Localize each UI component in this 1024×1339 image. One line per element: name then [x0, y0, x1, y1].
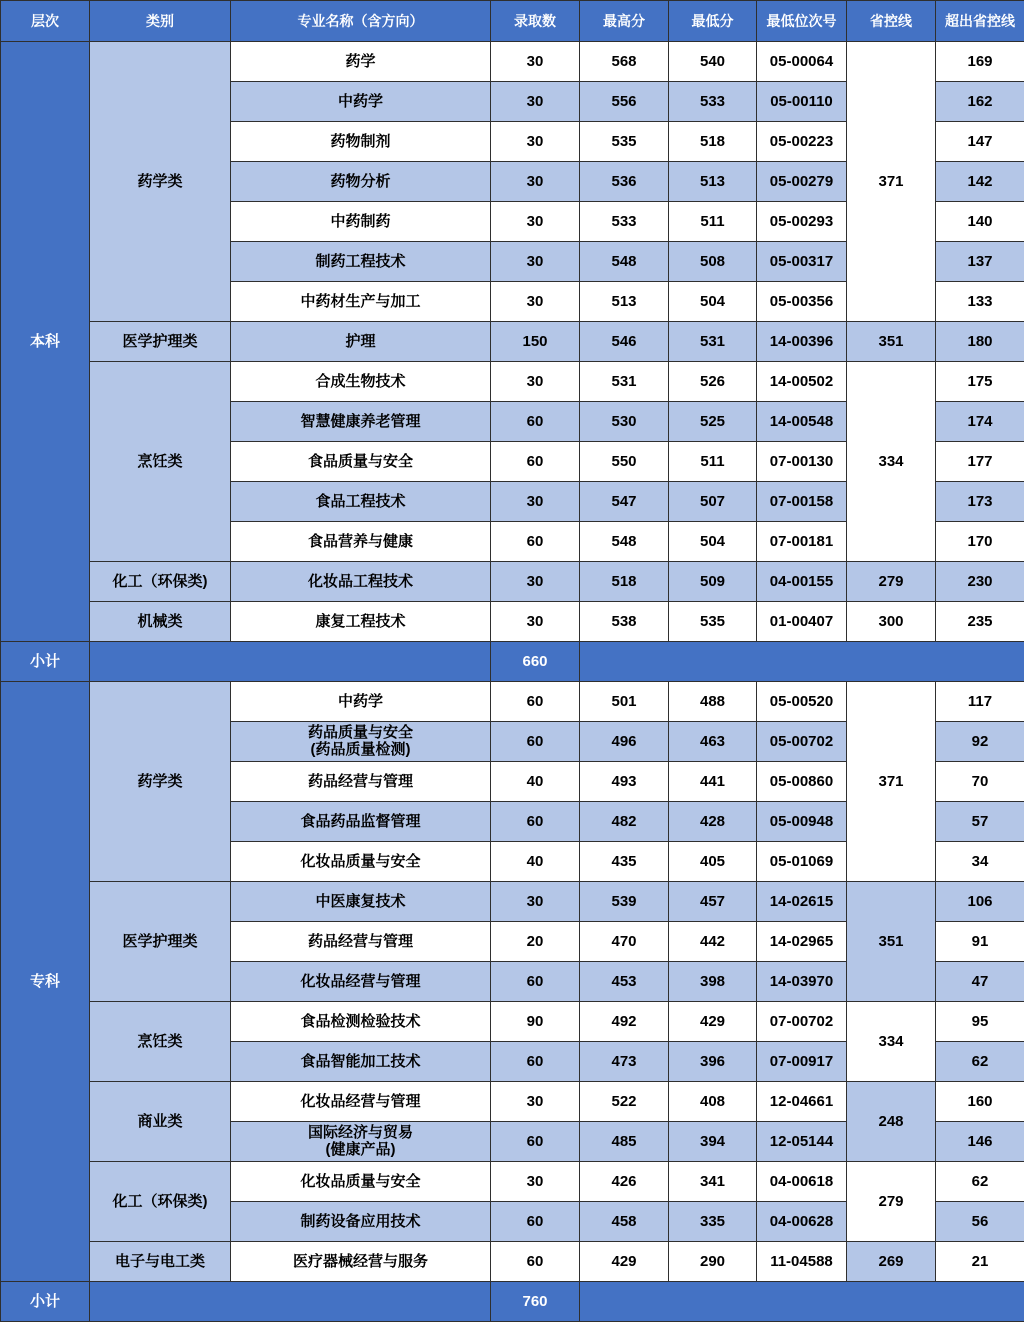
min-score-cell: 463 — [669, 722, 757, 762]
rank-cell: 04-00628 — [757, 1202, 847, 1242]
count-cell: 30 — [491, 482, 580, 522]
rank-cell: 07-00702 — [757, 1002, 847, 1042]
count-cell: 30 — [491, 242, 580, 282]
max-score-cell: 429 — [580, 1242, 669, 1282]
major-cell: 化妆品经营与管理 — [231, 962, 491, 1002]
province-line-cell: 351 — [847, 322, 936, 362]
count-cell: 60 — [491, 442, 580, 482]
table-row — [1, 602, 1024, 642]
major-cell — [231, 722, 491, 762]
major-cell: 制药工程技术 — [231, 242, 491, 282]
over-line-cell: 180 — [936, 322, 1024, 362]
over-line-cell: 235 — [936, 602, 1024, 642]
major-cell: 药品经营与管理 — [231, 762, 491, 802]
over-line-cell: 47 — [936, 962, 1024, 1002]
province-line-cell: 334 — [847, 362, 936, 562]
subtotal-row — [1, 642, 1024, 682]
over-line-cell: 21 — [936, 1242, 1024, 1282]
over-line-cell: 133 — [936, 282, 1024, 322]
major-cell: 食品质量与安全 — [231, 442, 491, 482]
min-score-cell: 405 — [669, 842, 757, 882]
table-row — [1, 1162, 1024, 1202]
max-score-cell: 496 — [580, 722, 669, 762]
over-line-cell: 174 — [936, 402, 1024, 442]
province-line-cell: 371 — [847, 42, 936, 322]
over-line-cell: 91 — [936, 922, 1024, 962]
rank-cell: 05-00223 — [757, 122, 847, 162]
over-line-cell: 147 — [936, 122, 1024, 162]
major-cell: 化妆品质量与安全 — [231, 1162, 491, 1202]
over-line-cell: 62 — [936, 1042, 1024, 1082]
max-score-cell: 533 — [580, 202, 669, 242]
min-score-cell: 429 — [669, 1002, 757, 1042]
min-score-cell: 290 — [669, 1242, 757, 1282]
category-cell: 药学类 — [90, 42, 231, 322]
min-score-cell: 540 — [669, 42, 757, 82]
min-score-cell: 408 — [669, 1082, 757, 1122]
count-cell: 60 — [491, 522, 580, 562]
header-category: 类别 — [90, 1, 231, 42]
major-cell: 化妆品工程技术 — [231, 562, 491, 602]
rank-cell: 05-00702 — [757, 722, 847, 762]
count-cell: 30 — [491, 202, 580, 242]
count-cell: 20 — [491, 922, 580, 962]
province-line-cell: 371 — [847, 682, 936, 882]
table-row — [1, 882, 1024, 922]
table-row — [1, 682, 1024, 722]
max-score-cell: 522 — [580, 1082, 669, 1122]
count-cell: 30 — [491, 1082, 580, 1122]
category-cell: 医学护理类 — [90, 882, 231, 1002]
max-score-cell: 473 — [580, 1042, 669, 1082]
major-cell: 食品检测检验技术 — [231, 1002, 491, 1042]
min-score-cell: 535 — [669, 602, 757, 642]
rank-cell: 07-00130 — [757, 442, 847, 482]
major-cell: 食品智能加工技术 — [231, 1042, 491, 1082]
rank-cell: 05-00064 — [757, 42, 847, 82]
subtotal-label: 小计 — [1, 1282, 90, 1322]
max-score-cell: 435 — [580, 842, 669, 882]
min-score-cell: 488 — [669, 682, 757, 722]
count-cell: 30 — [491, 1162, 580, 1202]
over-line-cell: 57 — [936, 802, 1024, 842]
rank-cell: 07-00917 — [757, 1042, 847, 1082]
header-row — [1, 1, 1024, 42]
min-score-cell: 442 — [669, 922, 757, 962]
subtotal-blank — [580, 642, 1024, 682]
major-cell: 医疗器械经营与服务 — [231, 1242, 491, 1282]
min-score-cell: 396 — [669, 1042, 757, 1082]
category-cell: 机械类 — [90, 602, 231, 642]
major-cell: 药物分析 — [231, 162, 491, 202]
level-cell: 专科 — [1, 682, 90, 1282]
major-cell: 护理 — [231, 322, 491, 362]
over-line-cell: 92 — [936, 722, 1024, 762]
major-cell: 药物制剂 — [231, 122, 491, 162]
over-line-cell: 170 — [936, 522, 1024, 562]
rank-cell: 01-00407 — [757, 602, 847, 642]
over-line-cell: 169 — [936, 42, 1024, 82]
subtotal-value: 660 — [491, 642, 580, 682]
province-line-cell: 248 — [847, 1082, 936, 1162]
category-cell: 电子与电工类 — [90, 1242, 231, 1282]
subtotal-label: 小计 — [1, 642, 90, 682]
min-score-cell: 428 — [669, 802, 757, 842]
max-score-cell: 530 — [580, 402, 669, 442]
max-score-cell: 548 — [580, 242, 669, 282]
major-cell: 化妆品质量与安全 — [231, 842, 491, 882]
min-score-cell: 511 — [669, 202, 757, 242]
count-cell: 60 — [491, 722, 580, 762]
rank-cell: 12-05144 — [757, 1122, 847, 1162]
count-cell: 60 — [491, 682, 580, 722]
category-cell: 化工（环保类) — [90, 562, 231, 602]
rank-cell: 07-00181 — [757, 522, 847, 562]
max-score-cell: 531 — [580, 362, 669, 402]
major-cell: 康复工程技术 — [231, 602, 491, 642]
min-score-cell: 518 — [669, 122, 757, 162]
rank-cell: 14-00396 — [757, 322, 847, 362]
count-cell: 60 — [491, 1042, 580, 1082]
rank-cell: 05-01069 — [757, 842, 847, 882]
min-score-cell: 511 — [669, 442, 757, 482]
major-cell: 药学 — [231, 42, 491, 82]
min-score-cell: 398 — [669, 962, 757, 1002]
over-line-cell: 117 — [936, 682, 1024, 722]
table-row — [1, 42, 1024, 82]
rank-cell: 14-00502 — [757, 362, 847, 402]
major-cell: 中药制药 — [231, 202, 491, 242]
max-score-cell: 492 — [580, 1002, 669, 1042]
province-line-cell: 334 — [847, 1002, 936, 1082]
subtotal-blank — [90, 642, 491, 682]
min-score-cell: 335 — [669, 1202, 757, 1242]
count-cell: 90 — [491, 1002, 580, 1042]
min-score-cell: 533 — [669, 82, 757, 122]
major-cell: 制药设备应用技术 — [231, 1202, 491, 1242]
category-cell: 烹饪类 — [90, 1002, 231, 1082]
header-min-score: 最低分 — [669, 1, 757, 42]
count-cell: 40 — [491, 842, 580, 882]
over-line-cell: 142 — [936, 162, 1024, 202]
max-score-cell: 458 — [580, 1202, 669, 1242]
rank-cell: 05-00293 — [757, 202, 847, 242]
province-line-cell: 300 — [847, 602, 936, 642]
max-score-cell: 493 — [580, 762, 669, 802]
count-cell: 60 — [491, 1242, 580, 1282]
subtotal-blank — [580, 1282, 1024, 1322]
max-score-cell: 426 — [580, 1162, 669, 1202]
major-cell: 中医康复技术 — [231, 882, 491, 922]
max-score-cell: 568 — [580, 42, 669, 82]
major-cell: 中药学 — [231, 82, 491, 122]
major-cell — [231, 1122, 491, 1162]
table-row — [1, 1242, 1024, 1282]
max-score-cell: 536 — [580, 162, 669, 202]
count-cell: 60 — [491, 1122, 580, 1162]
over-line-cell: 70 — [936, 762, 1024, 802]
over-line-cell: 173 — [936, 482, 1024, 522]
rank-cell: 14-00548 — [757, 402, 847, 442]
table-row — [1, 1002, 1024, 1042]
province-line-cell: 269 — [847, 1242, 936, 1282]
header-major: 专业名称（含方向） — [231, 1, 491, 42]
major-line-1: 国际经济与贸易 — [307, 1124, 413, 1141]
max-score-cell: 518 — [580, 562, 669, 602]
header-level: 层次 — [1, 1, 90, 42]
min-score-cell: 394 — [669, 1122, 757, 1162]
rank-cell: 05-00317 — [757, 242, 847, 282]
major-cell: 食品工程技术 — [231, 482, 491, 522]
count-cell: 150 — [491, 322, 580, 362]
rank-cell: 05-00110 — [757, 82, 847, 122]
major-cell: 食品药品监督管理 — [231, 802, 491, 842]
major-cell: 食品营养与健康 — [231, 522, 491, 562]
min-score-cell: 457 — [669, 882, 757, 922]
max-score-cell: 485 — [580, 1122, 669, 1162]
over-line-cell: 56 — [936, 1202, 1024, 1242]
over-line-cell: 95 — [936, 1002, 1024, 1042]
max-score-cell: 556 — [580, 82, 669, 122]
over-line-cell: 137 — [936, 242, 1024, 282]
major-cell: 化妆品经营与管理 — [231, 1082, 491, 1122]
rank-cell: 04-00155 — [757, 562, 847, 602]
max-score-cell: 482 — [580, 802, 669, 842]
count-cell: 40 — [491, 762, 580, 802]
min-score-cell: 526 — [669, 362, 757, 402]
count-cell: 60 — [491, 402, 580, 442]
category-cell: 商业类 — [90, 1082, 231, 1162]
major-cell: 中药材生产与加工 — [231, 282, 491, 322]
header-province-line: 省控线 — [847, 1, 936, 42]
max-score-cell: 501 — [580, 682, 669, 722]
count-cell: 30 — [491, 42, 580, 82]
count-cell: 30 — [491, 82, 580, 122]
min-score-cell: 531 — [669, 322, 757, 362]
count-cell: 30 — [491, 562, 580, 602]
level-cell: 本科 — [1, 42, 90, 642]
subtotal-blank — [90, 1282, 491, 1322]
over-line-cell: 160 — [936, 1082, 1024, 1122]
count-cell: 30 — [491, 362, 580, 402]
max-score-cell: 538 — [580, 602, 669, 642]
min-score-cell: 441 — [669, 762, 757, 802]
count-cell: 30 — [491, 882, 580, 922]
rank-cell: 07-00158 — [757, 482, 847, 522]
count-cell: 60 — [491, 1202, 580, 1242]
major-line-1: 药品质量与安全 — [307, 724, 413, 741]
rank-cell: 04-00618 — [757, 1162, 847, 1202]
rank-cell: 14-02965 — [757, 922, 847, 962]
max-score-cell: 513 — [580, 282, 669, 322]
over-line-cell: 140 — [936, 202, 1024, 242]
count-cell: 30 — [491, 122, 580, 162]
over-line-cell: 62 — [936, 1162, 1024, 1202]
rank-cell: 11-04588 — [757, 1242, 847, 1282]
major-cell: 中药学 — [231, 682, 491, 722]
category-cell: 药学类 — [90, 682, 231, 882]
category-cell: 烹饪类 — [90, 362, 231, 562]
max-score-cell: 550 — [580, 442, 669, 482]
over-line-cell: 34 — [936, 842, 1024, 882]
count-cell: 60 — [491, 962, 580, 1002]
rank-cell: 05-00356 — [757, 282, 847, 322]
category-cell: 化工（环保类) — [90, 1162, 231, 1242]
count-cell: 30 — [491, 282, 580, 322]
subtotal-row — [1, 1282, 1024, 1322]
min-score-cell: 507 — [669, 482, 757, 522]
min-score-cell: 504 — [669, 522, 757, 562]
rank-cell: 05-00860 — [757, 762, 847, 802]
header-max-score: 最高分 — [580, 1, 669, 42]
count-cell: 30 — [491, 162, 580, 202]
province-line-cell: 279 — [847, 562, 936, 602]
over-line-cell: 162 — [936, 82, 1024, 122]
count-cell: 30 — [491, 602, 580, 642]
over-line-cell: 177 — [936, 442, 1024, 482]
min-score-cell: 508 — [669, 242, 757, 282]
category-cell: 医学护理类 — [90, 322, 231, 362]
major-line-2: (健康产品) — [325, 1141, 396, 1158]
major-cell: 合成生物技术 — [231, 362, 491, 402]
province-line-cell: 279 — [847, 1162, 936, 1242]
table-row — [1, 322, 1024, 362]
max-score-cell: 470 — [580, 922, 669, 962]
max-score-cell: 547 — [580, 482, 669, 522]
subtotal-value: 760 — [491, 1282, 580, 1322]
table-row — [1, 562, 1024, 602]
major-cell: 药品经营与管理 — [231, 922, 491, 962]
rank-cell: 12-04661 — [757, 1082, 847, 1122]
count-cell: 60 — [491, 802, 580, 842]
over-line-cell: 175 — [936, 362, 1024, 402]
min-score-cell: 513 — [669, 162, 757, 202]
over-line-cell: 230 — [936, 562, 1024, 602]
rank-cell: 14-02615 — [757, 882, 847, 922]
min-score-cell: 504 — [669, 282, 757, 322]
max-score-cell: 453 — [580, 962, 669, 1002]
major-line-2: (药品质量检测) — [310, 741, 411, 758]
max-score-cell: 539 — [580, 882, 669, 922]
over-line-cell: 146 — [936, 1122, 1024, 1162]
major-cell: 智慧健康养老管理 — [231, 402, 491, 442]
header-min-rank: 最低位次号 — [757, 1, 847, 42]
table-row — [1, 1082, 1024, 1122]
rank-cell: 14-03970 — [757, 962, 847, 1002]
province-line-cell: 351 — [847, 882, 936, 1002]
min-score-cell: 525 — [669, 402, 757, 442]
rank-cell: 05-00520 — [757, 682, 847, 722]
over-line-cell: 106 — [936, 882, 1024, 922]
table-row — [1, 362, 1024, 402]
rank-cell: 05-00948 — [757, 802, 847, 842]
max-score-cell: 546 — [580, 322, 669, 362]
max-score-cell: 548 — [580, 522, 669, 562]
header-over-line: 超出省控线 — [936, 1, 1024, 42]
min-score-cell: 341 — [669, 1162, 757, 1202]
header-count: 录取数 — [491, 1, 580, 42]
max-score-cell: 535 — [580, 122, 669, 162]
min-score-cell: 509 — [669, 562, 757, 602]
rank-cell: 05-00279 — [757, 162, 847, 202]
